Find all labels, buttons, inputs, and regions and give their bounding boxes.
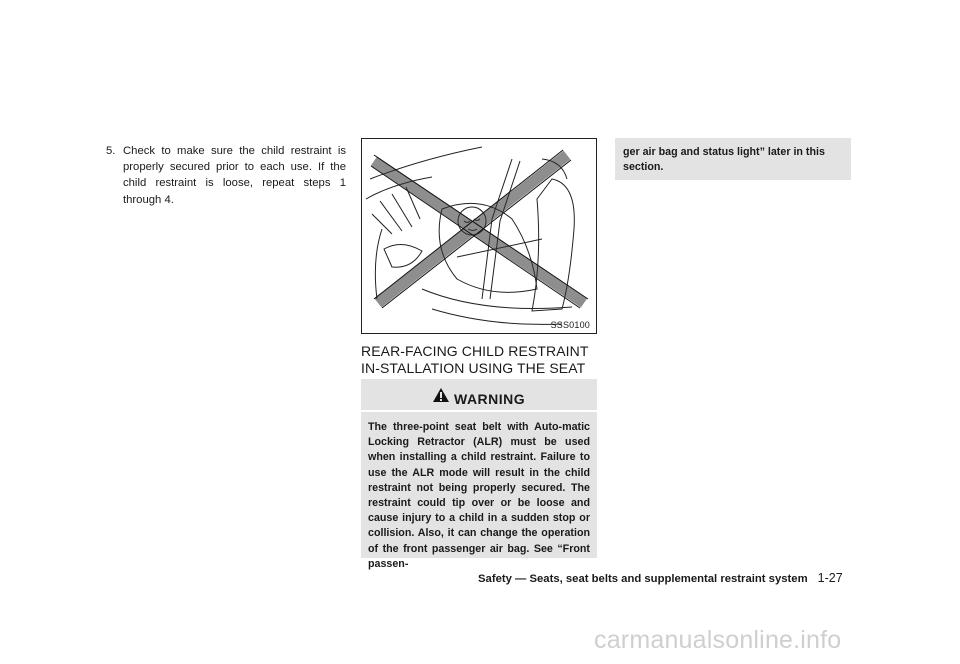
page-footer [478,571,843,585]
warning-header [361,379,597,410]
figure-id: SSS0100 [550,320,590,330]
warning-label: WARNING [454,391,526,407]
step-5 [106,143,346,208]
warning-continuation [615,138,851,180]
step-number: 5. [106,145,116,157]
section-heading: REAR-FACING CHILD RESTRAINT IN-STALLATION USING THE SEAT [361,343,589,376]
restraint-illustration-drawing [362,139,598,335]
warning-text: The three-point seat belt with Auto-matic Locking Retractor (ALR) must be used when installing a child restraint. Failure to use the ALR mode will result in the child restraint not being properly secured. The restraint could tip over or be loose and cause injury to a child in a sudden stop or collision. Also, it can change the operation of the front passenger air bag. See “Front passen- [368,421,590,570]
page-number: 1-27 [817,571,843,585]
step-text: Check to make sure the child restraint is properly secured prior to each use. If the child restraint is loose, repeat steps 1 through 4. [123,145,346,206]
warning-triangle-icon [432,387,450,403]
watermark: carmanualsonline.info [594,626,842,654]
footer-title: Safety — Seats, seat belts and supplemental restraint system [478,573,808,585]
illustration-rear-facing-restraint [361,138,597,334]
warning-body [361,412,597,570]
warning-continuation-text: ger air bag and status light” later in this section. [623,146,825,174]
